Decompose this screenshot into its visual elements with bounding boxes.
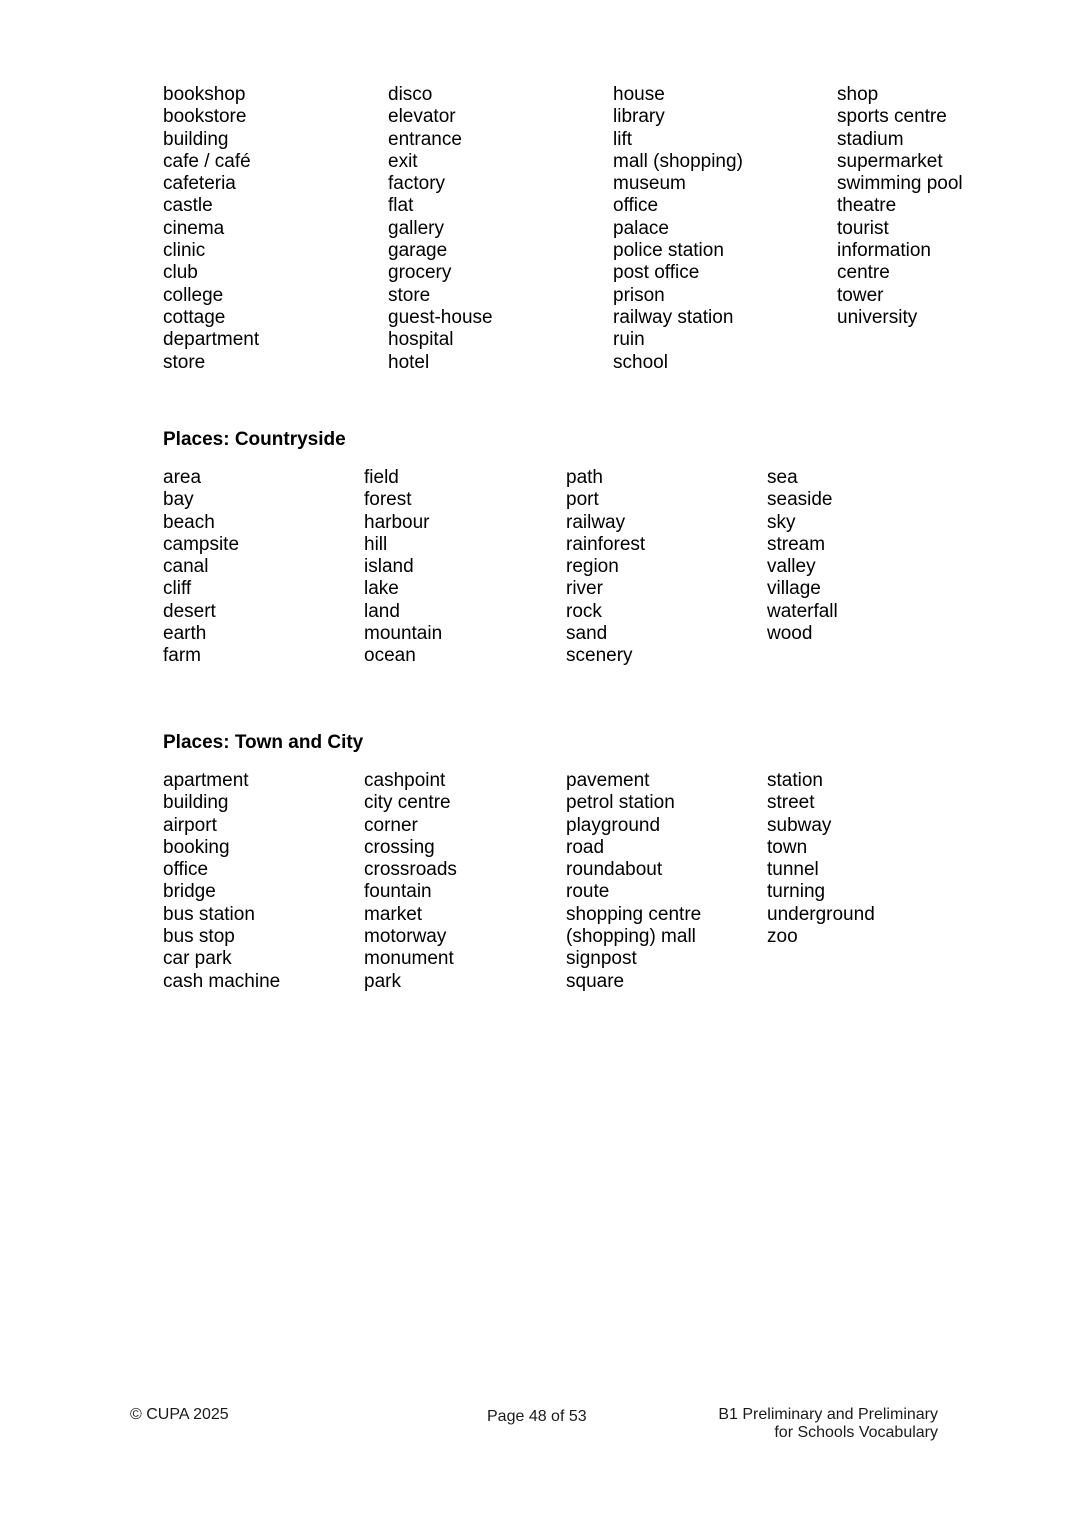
word-item: desert xyxy=(163,600,216,622)
word-item: cashpoint xyxy=(364,770,446,791)
word-item: pavement xyxy=(566,770,650,791)
word-item: rock xyxy=(566,600,602,622)
word-item: cinema xyxy=(163,217,225,239)
word-item: waterfall xyxy=(767,600,838,622)
word-item: palace xyxy=(613,217,669,239)
word-item: lift xyxy=(613,128,632,150)
word-item: stadium xyxy=(837,128,904,150)
word-item: forest xyxy=(364,489,412,511)
word-item: road xyxy=(566,836,605,858)
word-item: tourist xyxy=(837,217,889,239)
word-item: city centre xyxy=(364,792,451,814)
buildings-column-2 xyxy=(388,84,493,374)
footer-title-line-1: B1 Preliminary and Preliminary xyxy=(718,1406,938,1423)
word-item: booking xyxy=(163,836,230,858)
countryside-column-2 xyxy=(364,467,442,668)
word-item: playground xyxy=(566,814,661,836)
word-item: bus station xyxy=(163,903,255,925)
word-item: clinic xyxy=(163,240,206,262)
town-column-2 xyxy=(364,770,457,993)
word-item: ruin xyxy=(613,329,645,351)
word-item: corner xyxy=(364,814,418,836)
word-item: monument xyxy=(364,948,454,970)
countryside-column-4 xyxy=(767,467,838,645)
word-item: prison xyxy=(613,284,665,306)
word-item: railway xyxy=(566,511,626,533)
word-item: crossroads xyxy=(364,859,457,881)
word-item: petrol station xyxy=(566,792,675,814)
word-item: bay xyxy=(163,489,194,511)
word-item: hotel xyxy=(388,351,430,373)
word-item: station xyxy=(767,770,823,791)
word-item: canal xyxy=(163,556,209,578)
footer-page-number: Page 48 of 53 xyxy=(487,1408,587,1425)
word-item: mountain xyxy=(364,623,443,645)
word-item: guest-house xyxy=(388,306,493,328)
word-item: office xyxy=(613,195,659,217)
word-item: sand xyxy=(566,623,608,645)
word-item: (shopping) mall xyxy=(566,926,696,948)
word-item: field xyxy=(364,467,399,488)
word-item: cliff xyxy=(163,578,192,600)
word-item: office xyxy=(163,859,209,881)
word-item: university xyxy=(837,306,918,328)
word-item: hill xyxy=(364,533,388,555)
word-item: cafe / café xyxy=(163,150,251,172)
word-item: car park xyxy=(163,948,232,970)
word-item: lake xyxy=(364,578,399,600)
word-item: scenery xyxy=(566,645,633,667)
countryside-column-1 xyxy=(163,467,239,668)
word-item: hospital xyxy=(388,329,454,351)
word-item: ocean xyxy=(364,645,416,667)
town-column-1 xyxy=(163,770,280,993)
section-heading-countryside: Places: Countryside xyxy=(163,429,346,450)
section-heading-town-and-city: Places: Town and City xyxy=(163,732,364,753)
town-column-3 xyxy=(566,770,701,993)
word-item: area xyxy=(163,467,202,488)
word-item: theatre xyxy=(837,195,897,217)
word-item: river xyxy=(566,578,603,600)
word-item: motorway xyxy=(364,926,447,948)
word-item: exit xyxy=(388,150,418,172)
word-item: factory xyxy=(388,173,446,195)
word-item: police station xyxy=(613,240,724,262)
word-item: castle xyxy=(163,195,213,217)
footer-copyright: © CUPA 2025 xyxy=(130,1406,229,1423)
word-item: bookshop xyxy=(163,84,246,105)
word-item: crossing xyxy=(364,836,435,858)
word-item: route xyxy=(566,881,610,903)
word-item: building xyxy=(163,128,229,150)
word-item: sea xyxy=(767,467,798,488)
word-item: museum xyxy=(613,173,686,195)
word-item: campsite xyxy=(163,533,240,555)
word-item: supermarket xyxy=(837,150,943,172)
word-item: town xyxy=(767,836,808,858)
buildings-column-1 xyxy=(163,84,259,374)
word-item: square xyxy=(566,970,625,992)
word-item: tower xyxy=(837,284,884,306)
word-item: store xyxy=(388,284,431,306)
word-item: village xyxy=(767,578,821,600)
word-item: island xyxy=(364,556,414,578)
buildings-column-3 xyxy=(613,84,743,374)
word-item: railway station xyxy=(613,306,734,328)
word-item: signpost xyxy=(566,948,637,970)
footer-document-title xyxy=(718,1406,938,1442)
word-item: park xyxy=(364,970,401,992)
word-item: garage xyxy=(388,240,448,262)
word-item: store xyxy=(163,351,206,373)
word-item: mall (shopping) xyxy=(613,150,743,172)
word-item: wood xyxy=(767,623,813,645)
word-item: port xyxy=(566,489,599,511)
word-item: market xyxy=(364,903,423,925)
word-item: path xyxy=(566,467,603,488)
word-item: subway xyxy=(767,814,832,836)
word-item: department xyxy=(163,329,260,351)
word-item: airport xyxy=(163,814,217,836)
word-item: bridge xyxy=(163,881,216,903)
word-item: harbour xyxy=(364,511,430,533)
word-item: shop xyxy=(837,84,879,105)
word-item: sky xyxy=(767,511,796,533)
word-item: elevator xyxy=(388,106,456,128)
word-item: rainforest xyxy=(566,533,646,555)
town-column-4 xyxy=(767,770,875,948)
word-item: turning xyxy=(767,881,826,903)
word-item: gallery xyxy=(388,217,444,239)
word-item: sports centre xyxy=(837,106,947,128)
word-item: valley xyxy=(767,556,816,578)
word-item: college xyxy=(163,284,224,306)
word-item: grocery xyxy=(388,262,452,284)
word-item: building xyxy=(163,792,229,814)
word-item: earth xyxy=(163,623,207,645)
word-item: shopping centre xyxy=(566,903,702,925)
word-item: roundabout xyxy=(566,859,663,881)
word-item: club xyxy=(163,262,198,284)
word-item: house xyxy=(613,84,665,105)
word-item: school xyxy=(613,351,668,373)
word-item: cottage xyxy=(163,306,226,328)
word-item: tunnel xyxy=(767,859,819,881)
word-item: post office xyxy=(613,262,700,284)
word-item: zoo xyxy=(767,926,798,948)
word-item: beach xyxy=(163,511,215,533)
word-item: street xyxy=(767,792,815,814)
word-item: bookstore xyxy=(163,106,247,128)
word-item: underground xyxy=(767,903,875,925)
word-item: stream xyxy=(767,533,826,555)
word-item: fountain xyxy=(364,881,432,903)
word-item: apartment xyxy=(163,770,249,791)
countryside-column-3 xyxy=(566,467,645,668)
word-item: centre xyxy=(837,262,890,284)
word-item: information xyxy=(837,240,931,262)
buildings-column-4 xyxy=(837,84,963,329)
word-item: cafeteria xyxy=(163,173,236,195)
word-item: seaside xyxy=(767,489,833,511)
word-item: farm xyxy=(163,645,201,667)
word-item: entrance xyxy=(388,128,462,150)
word-item: cash machine xyxy=(163,970,281,992)
footer-title-line-2: for Schools Vocabulary xyxy=(774,1424,938,1441)
word-item: library xyxy=(613,106,665,128)
word-item: disco xyxy=(388,84,433,105)
word-item: swimming pool xyxy=(837,173,963,195)
word-item: bus stop xyxy=(163,926,235,948)
word-item: land xyxy=(364,600,400,622)
word-item: region xyxy=(566,556,619,578)
word-item: flat xyxy=(388,195,414,217)
